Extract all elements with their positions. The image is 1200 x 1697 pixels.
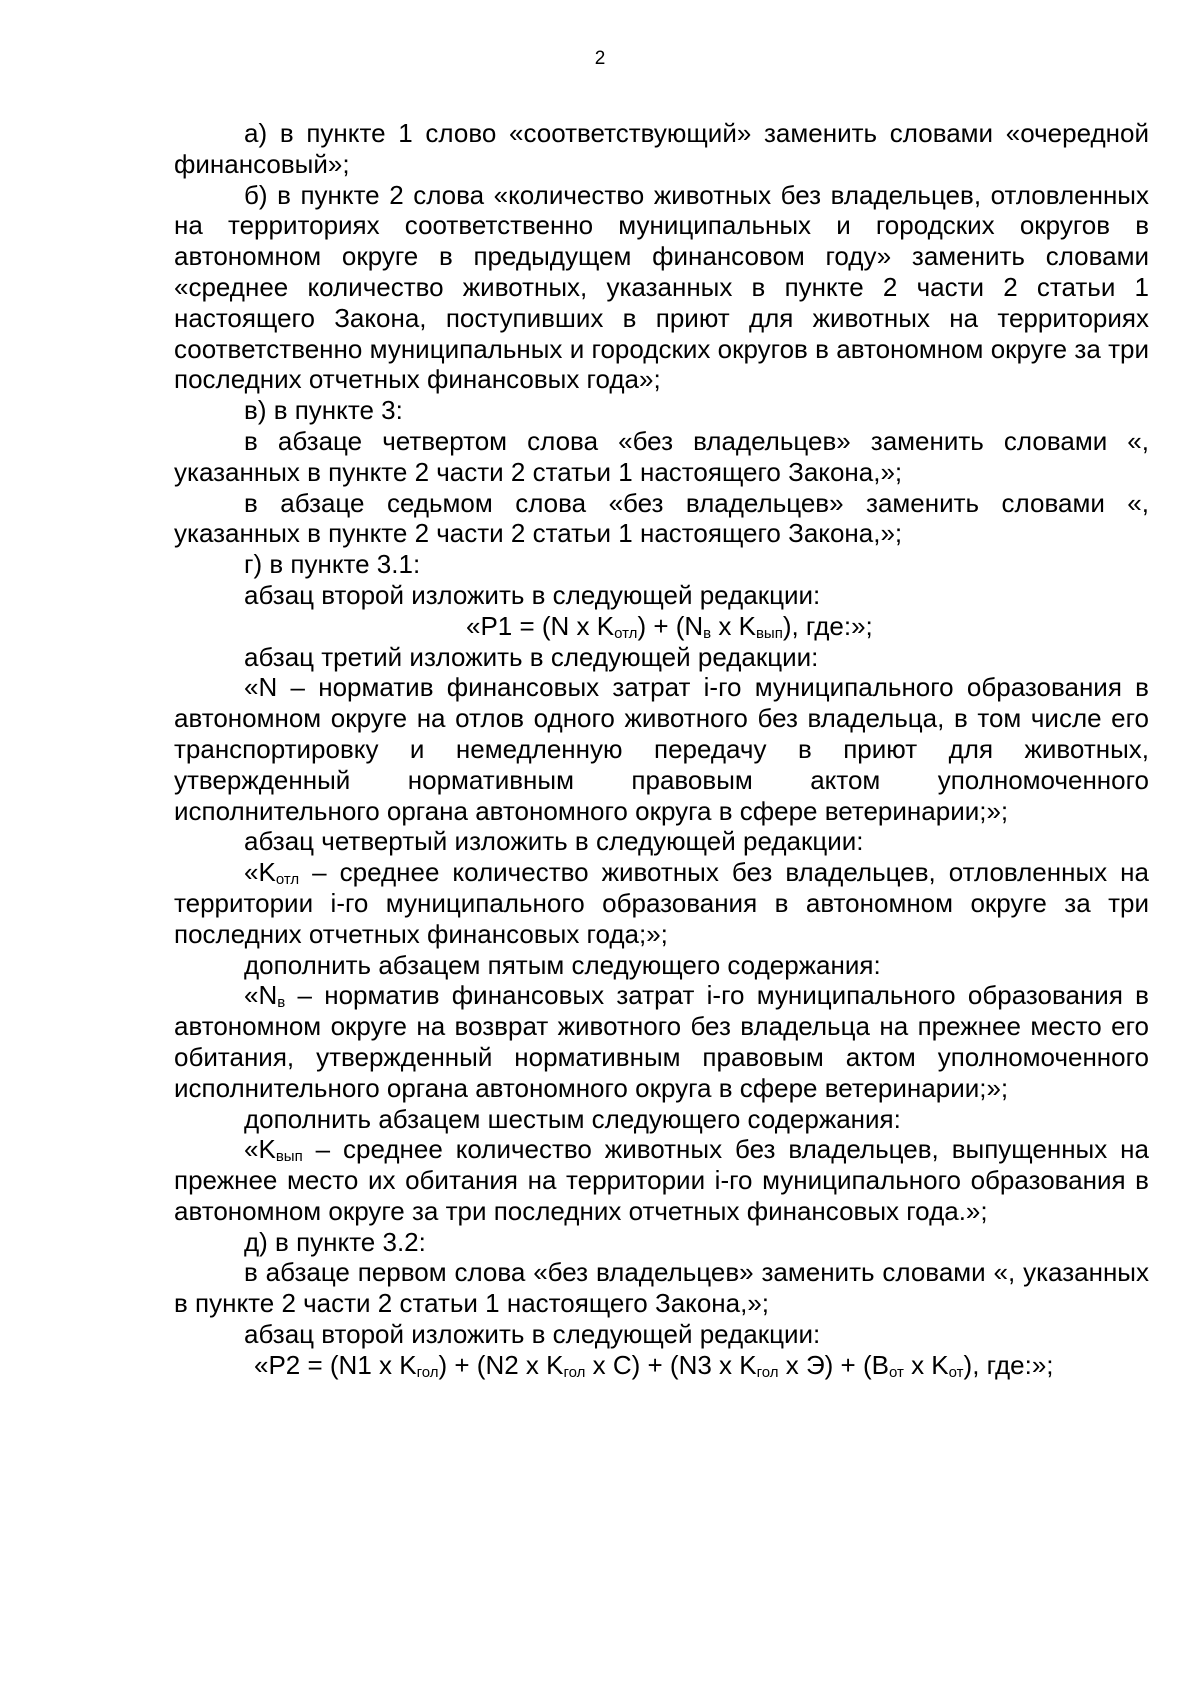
paragraph-a: а) в пункте 1 слово «соответствующий» заменить словами «очередной финансовый»;: [174, 118, 1149, 179]
formula-p2-part: x Э) + (B: [778, 1349, 889, 1380]
definition-n-v-part: – норматив финансовых затрат i-го муниципального образования в автономном округе на возврат животного без владельца на прежнее место его обитания, утвержденный нормативным правовым актом уполномоченного исполнительного органа автономного округа в сфере ветеринарии;»;: [174, 980, 1149, 1103]
paragraph-g-abzac-6: дополнить абзацем шестым следующего содержания:: [244, 1103, 901, 1134]
formula-p2-sub: гол: [416, 1363, 439, 1381]
formula-p2-part: ), где:»;: [963, 1349, 1054, 1380]
definition-k-vyp-part: «K: [244, 1134, 276, 1165]
definition-n-v: [174, 980, 1149, 1103]
formula-p2-part: x C) + (N3 x K: [585, 1349, 757, 1380]
definition-k-otl-part: – среднее количество животных без владельцев, отловленных на территории i-го муниципального образования в автономном округе за три последних отчетных финансовых года;»;: [174, 857, 1149, 949]
paragraph-g-abzac-5: дополнить абзацем пятым следующего содержания:: [244, 949, 881, 980]
paragraph-g: г) в пункте 3.1:: [244, 549, 421, 580]
paragraph-d-abzac-2: абзац второй изложить в следующей редакции:: [244, 1319, 821, 1350]
paragraph-g-abzac-3: абзац третий изложить в следующей редакции:: [244, 641, 819, 672]
paragraph-v-abzac-7: в абзаце седьмом слова «без владельцев» заменить словами «, указанных в пункте 2 части 2 статьи 1 настоящего Закона,»;: [174, 487, 1149, 549]
definition-n: «N – норматив финансовых затрат i-го муниципального образования в автономном округе на отлов одного животного без владельца, в том числе его транспортировку и немедленную передачу в приют для животных, утвержденный нормативным правовым актом уполномоченного исполнительного органа автономного округа в сфере ветеринарии;»;: [174, 672, 1149, 826]
definition-n-v-sub: в: [277, 994, 286, 1012]
paragraph-g-abzac-2: абзац второй изложить в следующей редакции:: [244, 579, 821, 610]
definition-k-otl-part: «K: [244, 857, 276, 888]
formula-p1-sub: вып: [755, 624, 783, 642]
paragraph-b: б) в пункте 2 слова «количество животных без владельцев, отловленных на территориях соответственно муниципальных и городских округов в автономном округе в предыдущем финансовом году» заменить словами «среднее количество животных, указанных в пункте 2 части 2 статьи 1 настоящего Закона, поступивших в приют для животных на территориях соответственно муниципальных и городских округов в автономном округе за три последних отчетных финансовых года»;: [174, 179, 1149, 395]
formula-p1-sub: в: [703, 624, 712, 642]
paragraph-v: в) в пункте 3:: [244, 395, 403, 426]
paragraph-g-abzac-4: абзац четвертый изложить в следующей редакции:: [244, 826, 864, 857]
page-number: 2: [594, 48, 606, 69]
definition-k-vyp-part: – среднее количество животных без владельцев, выпущенных на прежнее место их обитания на территории i-го муниципального образования в автономном округе за три последних отчетных финансовых года.»;: [174, 1134, 1149, 1226]
definition-k-vyp: [174, 1134, 1149, 1226]
formula-p1-sub: отл: [614, 624, 638, 642]
formula-p1-part: ) + (N: [637, 610, 704, 641]
definition-k-otl: [174, 857, 1149, 949]
formula-p2-part: ) + (N2 x K: [438, 1349, 564, 1380]
formula-p2-part: x K: [903, 1349, 949, 1380]
formula-p2-part: «P2 = (N1 x K: [254, 1349, 417, 1380]
formula-p1: [174, 611, 1149, 642]
document-body: [174, 118, 1149, 1381]
definition-k-vyp-sub: вып: [275, 1148, 303, 1166]
definition-k-otl-sub: отл: [275, 871, 300, 889]
formula-p1-part: «P1 = (N x K: [466, 610, 615, 641]
formula-p1-part: ), где:»;: [782, 610, 873, 641]
formula-p2: [174, 1350, 1149, 1381]
formula-p2-sub: от: [948, 1363, 964, 1381]
formula-p2-sub: от: [888, 1363, 904, 1381]
formula-p2-sub: гол: [756, 1363, 779, 1381]
formula-p1-part: x K: [711, 610, 756, 641]
paragraph-d: д) в пункте 3.2:: [244, 1226, 426, 1257]
paragraph-v-abzac-4: в абзаце четвертом слова «без владельцев» заменить словами «, указанных в пункте 2 части 2 статьи 1 настоящего Закона,»;: [174, 425, 1149, 487]
definition-n-v-part: «N: [244, 980, 278, 1011]
paragraph-d-abzac-1: в абзаце первом слова «без владельцев» заменить словами «, указанных в пункте 2 части 2 статьи 1 настоящего Закона,»;: [174, 1257, 1149, 1319]
formula-p2-sub: гол: [563, 1363, 586, 1381]
